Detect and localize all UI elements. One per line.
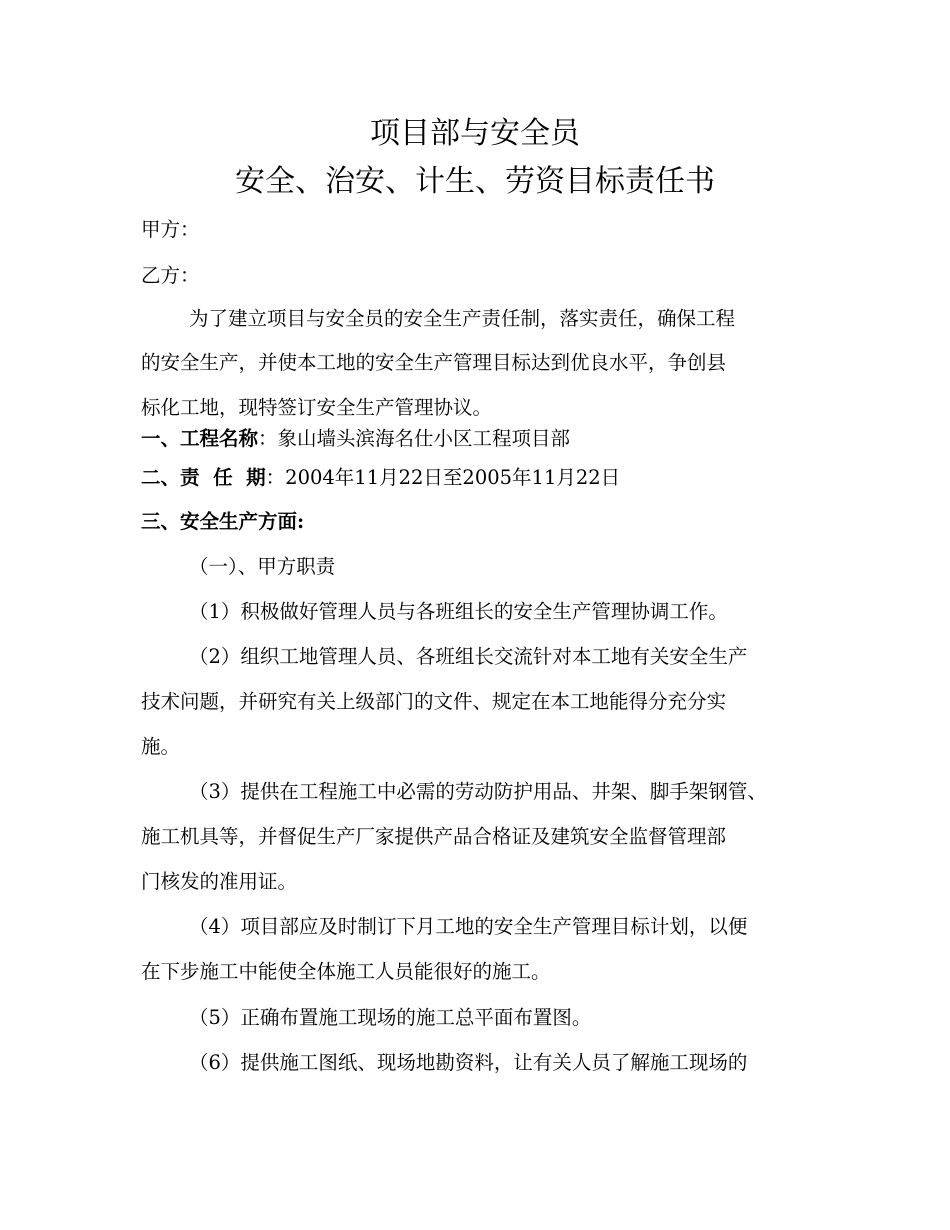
duty-item-2-line: 施。 <box>141 735 181 758</box>
document-title-line1: 项目部与安全员 <box>370 116 580 151</box>
intro-paragraph-line: 为了建立项目与安全员的安全生产责任制，落实责任，确保工程 <box>189 307 736 330</box>
intro-paragraph-line: 标化工地，现特签订安全生产管理协议。 <box>141 396 493 419</box>
section-project-name-value: ：象山墙头滨海名仕小区工程项目部 <box>258 427 571 450</box>
duty-item-3-line: （3）提供在工程施工中必需的劳动防护用品、井架、脚手架钢管、 <box>189 780 767 803</box>
duty-item-3-line: 门核发的准用证。 <box>141 870 298 893</box>
duty-item-4-line: （4）项目部应及时制订下月工地的安全生产管理目标计划，以便 <box>189 915 748 938</box>
duty-item-1-line: （1）积极做好管理人员与各班组长的安全生产管理协调工作。 <box>189 600 728 623</box>
duty-item-2-line: 技术问题，并研究有关上级部门的文件、规定在本工地能得分充分实 <box>141 690 727 713</box>
party-a-label: 甲方： <box>141 218 200 241</box>
intro-paragraph-line: 的安全生产，并使本工地的安全生产管理目标达到优良水平，争创县 <box>141 351 727 374</box>
section-safety-production: 三、安全生产方面: <box>141 510 305 533</box>
section-project-name <box>141 425 570 453</box>
duty-item-4-line: 在下步施工中能使全体施工人员能很好的施工。 <box>141 960 551 983</box>
section-responsibility-period-label: 二、责 任 期 <box>141 466 266 489</box>
section-project-name-label: 一、工程名称 <box>141 427 259 450</box>
section-responsibility-period <box>141 464 620 492</box>
duty-item-3-line: 施工机具等，并督促生产厂家提供产品合格证及建筑安全监督管理部 <box>141 825 727 848</box>
document-title-line2: 安全、治安、计生、劳资目标责任书 <box>235 164 715 199</box>
duty-item-6-line: （6）提供施工图纸、现场地勘资料，让有关人员了解施工现场的 <box>189 1051 748 1074</box>
section-responsibility-period-value: ：2004年11月22日至2005年11月22日 <box>265 466 621 489</box>
sub-heading-party-a-duties: （一）、甲方职责 <box>189 555 336 578</box>
party-b-label: 乙方： <box>141 264 200 287</box>
duty-item-2-line: （2）组织工地管理人员、各班组长交流针对本工地有关安全生产 <box>189 645 748 668</box>
duty-item-5-line: （5）正确布置施工现场的施工总平面布置图。 <box>189 1006 592 1029</box>
